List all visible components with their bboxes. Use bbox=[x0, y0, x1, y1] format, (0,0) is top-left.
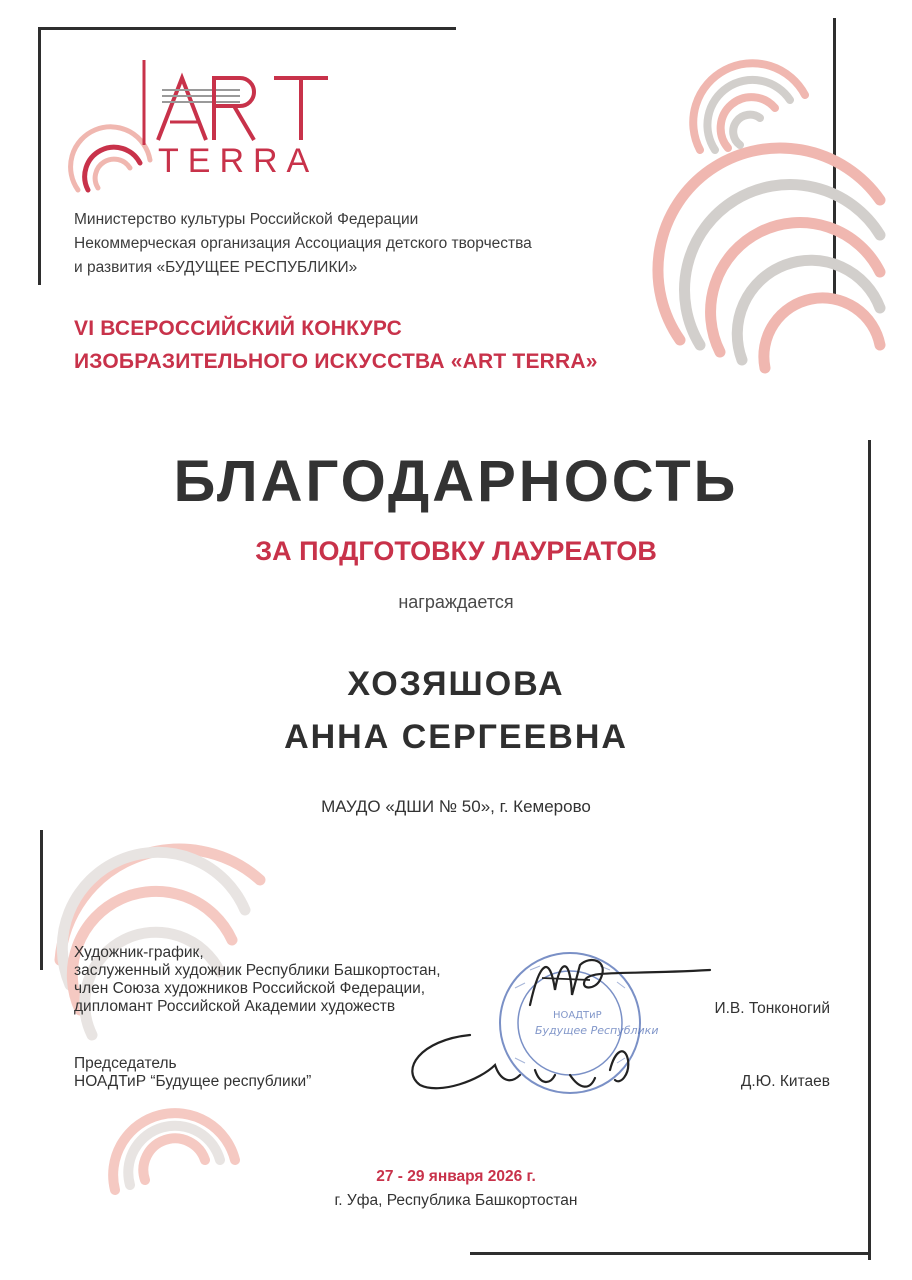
certificate-subtitle: ЗА ПОДГОТОВКУ ЛАУРЕАТОВ bbox=[255, 536, 657, 566]
contest-line: VI ВСЕРОССИЙСКИЙ КОНКУРС bbox=[74, 317, 402, 340]
signatory-line: НОАДТиР “Будущее республики” bbox=[74, 1073, 312, 1090]
signature-2-handwriting bbox=[400, 1030, 650, 1100]
organization-line: и развития «БУДУЩЕЕ РЕСПУБЛИКИ» bbox=[74, 259, 358, 276]
certificate-title: БЛАГОДАРНОСТЬ bbox=[173, 449, 739, 514]
organization-block bbox=[74, 208, 532, 280]
event-place: г. Уфа, Республика Башкортостан bbox=[334, 1192, 578, 1209]
recipient-name: АННА СЕРГЕЕВНА bbox=[284, 718, 628, 756]
awarded-text: награждается bbox=[398, 592, 514, 612]
signatory-line: Председатель bbox=[74, 1055, 177, 1072]
signatory-2-title bbox=[74, 1055, 311, 1091]
logo-art-text bbox=[160, 76, 162, 77]
logo-terra-text: TERRA bbox=[158, 142, 319, 180]
stamp-text: Будущее Республики bbox=[535, 1024, 659, 1037]
signatory-line: член Союза художников Российской Федерации, bbox=[74, 980, 426, 997]
signatory-line: дипломант Российской Академии художеств bbox=[74, 998, 396, 1015]
recipient-surname: ХОЗЯШОВА bbox=[347, 665, 565, 703]
signatory-2-name: Д.Ю. Китаев bbox=[740, 1073, 830, 1090]
signatory-1-name: И.В. Тонконогий bbox=[714, 1000, 830, 1017]
signatory-line: Художник-график, bbox=[74, 944, 204, 961]
organization-line: Министерство культуры Российской Федерации bbox=[74, 211, 419, 228]
contest-title bbox=[74, 312, 598, 378]
stamp-text: НОАДТиР bbox=[553, 1010, 602, 1021]
event-date: 27 - 29 января 2026 г. bbox=[376, 1168, 536, 1185]
signature-1-handwriting bbox=[520, 950, 720, 1020]
contest-line: ИЗОБРАЗИТЕЛЬНОГО ИСКУССТВА «ART TERRA» bbox=[74, 350, 598, 373]
signatory-1-title bbox=[74, 944, 441, 1016]
recipient-institution: МАУДО «ДШИ № 50», г. Кемерово bbox=[321, 797, 591, 816]
organization-line: Некоммерческая организация Ассоциация детского творчества bbox=[74, 235, 532, 252]
signatory-line: заслуженный художник Республики Башкортостан, bbox=[74, 962, 441, 979]
